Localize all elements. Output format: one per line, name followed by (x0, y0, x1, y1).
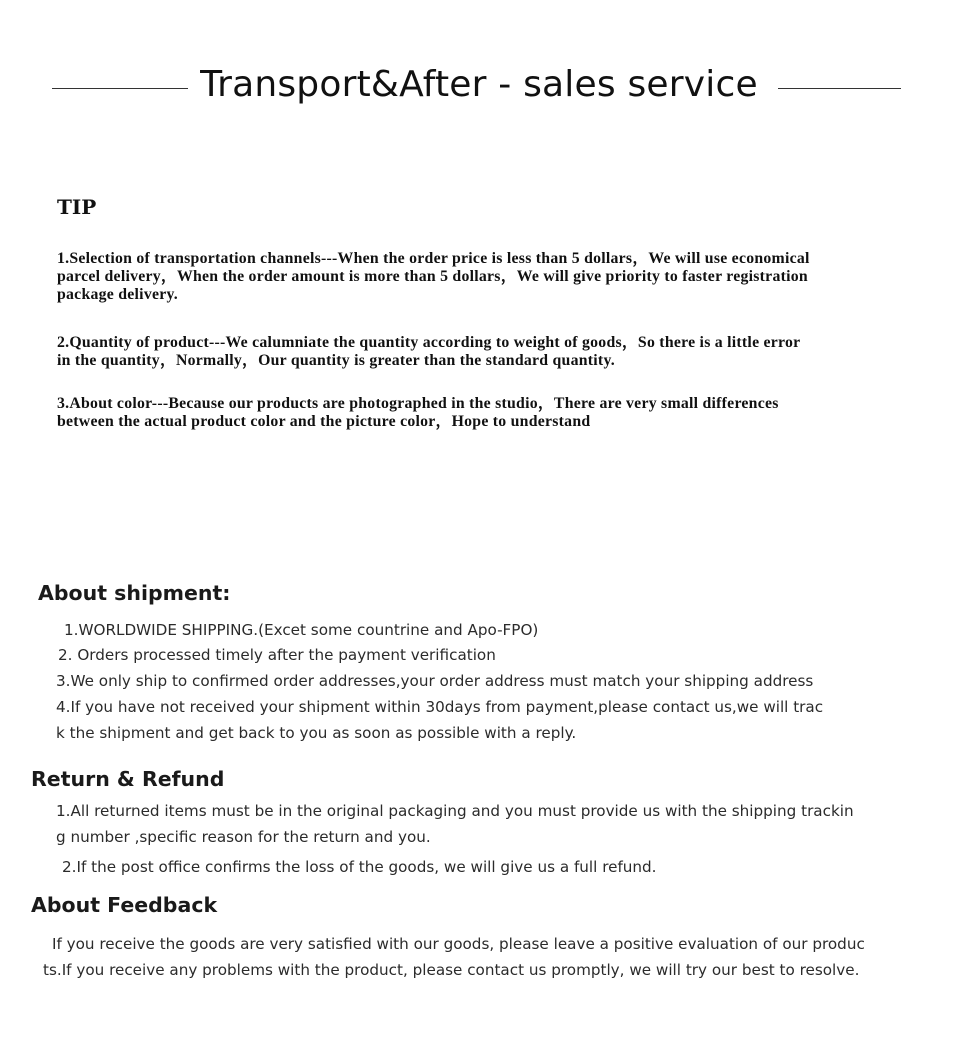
feedback-line: ts.If you receive any problems with the product, please contact us promptly, we will try our best to resolve. (43, 961, 860, 979)
page-title: Transport&After - sales service (200, 64, 758, 105)
tip-item-quantity (57, 334, 947, 370)
refund-heading: Return & Refund (31, 767, 225, 791)
title-divider-right (778, 88, 901, 89)
shipment-line: 3.We only ship to confirmed order addresses,your order address must match your shipping address (56, 672, 814, 690)
tip-item-line: parcel delivery，When the order amount is more than 5 dollars，We will give priority to faster registration (57, 268, 808, 285)
tip-item-line: between the actual product color and the picture color，Hope to understand (57, 413, 591, 430)
tip-item-line: in the quantity，Normally，Our quantity is greater than the standard quantity. (57, 352, 615, 369)
tip-item-line: package delivery. (57, 286, 178, 303)
shipment-heading: About shipment: (38, 581, 231, 605)
feedback-heading: About Feedback (31, 893, 218, 917)
tip-item-transportation (57, 250, 947, 304)
tip-item-line: 2.Quantity of product---We calumniate the quantity according to weight of goods，So there is a little error (57, 334, 801, 351)
refund-line: 1.All returned items must be in the original packaging and you must provide us with the shipping trackin (56, 802, 854, 820)
shipment-line: 4.If you have not received your shipment within 30days from payment,please contact us,we will trac (56, 698, 824, 716)
tip-item-color (57, 395, 947, 431)
refund-line: 2.If the post office confirms the loss of the goods, we will give us a full refund. (62, 858, 657, 876)
tip-item-line: 1.Selection of transportation channels---When the order price is less than 5 dollars，We will use economical (57, 250, 810, 267)
feedback-line: If you receive the goods are very satisfied with our goods, please leave a positive evaluation of our produc (52, 935, 865, 953)
refund-line: g number ,specific reason for the return and you. (56, 828, 431, 846)
tip-heading: TIP (57, 195, 97, 219)
shipment-line: 2. Orders processed timely after the payment verification (58, 646, 496, 664)
shipment-line: 1.WORLDWIDE SHIPPING.(Excet some countrine and Apo-FPO) (64, 621, 539, 639)
shipment-line: k the shipment and get back to you as soon as possible with a reply. (56, 724, 577, 742)
tip-item-line: 3.About color---Because our products are photographed in the studio，There are very small differences (57, 395, 779, 412)
